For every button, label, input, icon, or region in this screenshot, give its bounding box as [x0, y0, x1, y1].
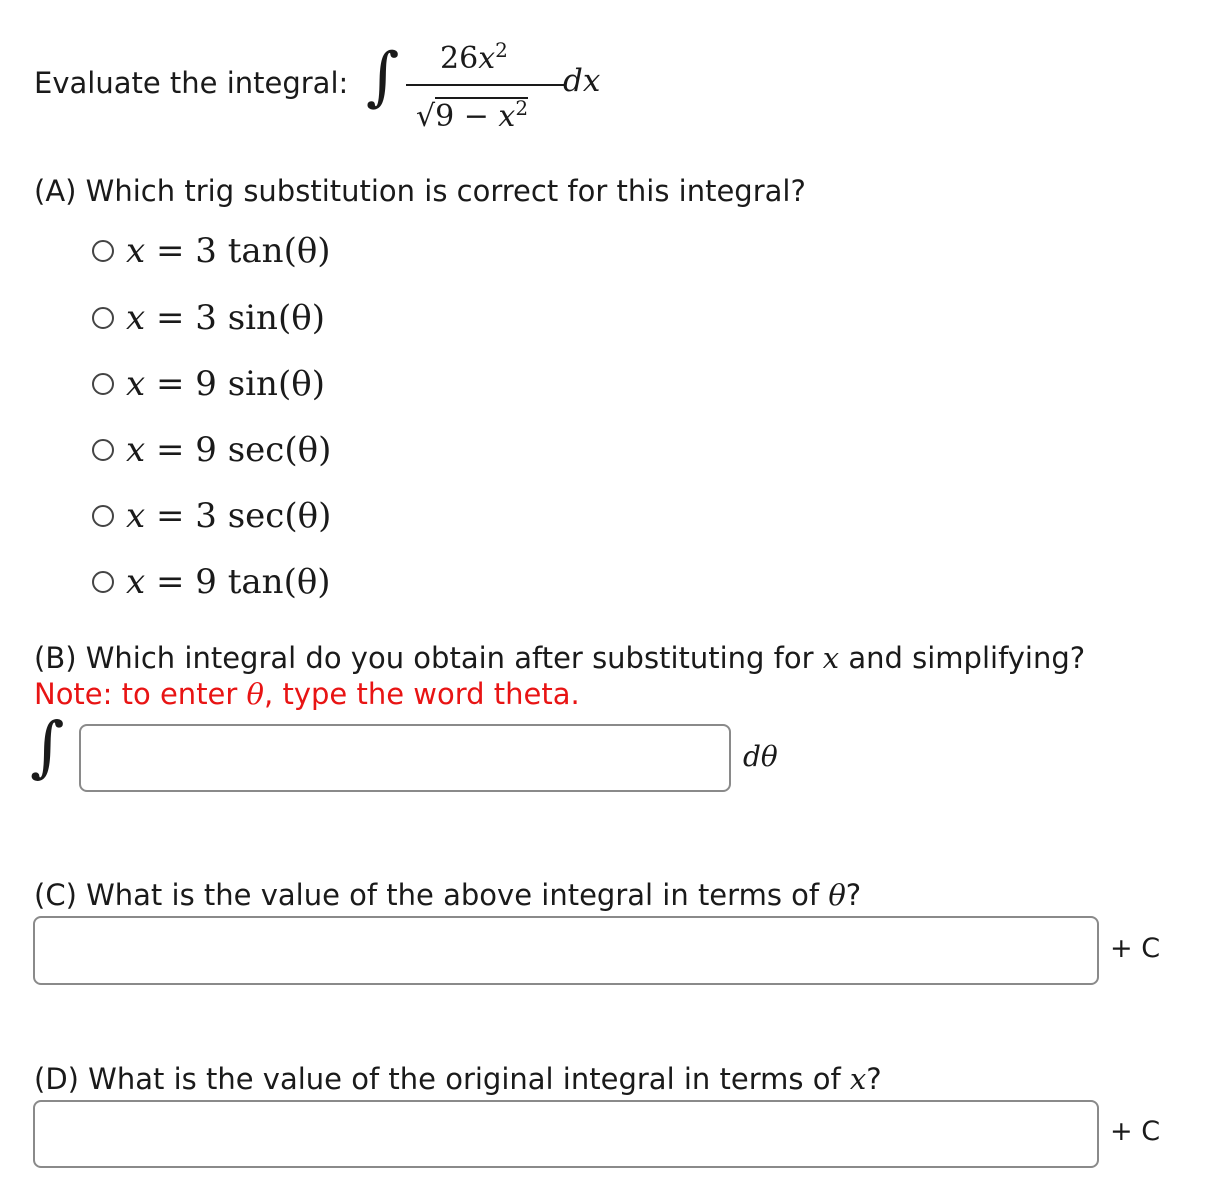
option-2[interactable] — [92, 295, 325, 341]
denominator-variable: x — [498, 99, 516, 134]
integrand-numerator — [440, 38, 508, 76]
option-4[interactable] — [92, 427, 331, 473]
option-1[interactable] — [92, 228, 331, 274]
option-5[interactable] — [92, 493, 331, 539]
integral-answer-field[interactable] — [79, 724, 731, 792]
plus-c-label: + C — [1110, 1116, 1161, 1147]
theta-answer-input[interactable] — [35, 918, 1097, 983]
option-label: x = 9 sec(θ) — [126, 430, 332, 470]
numerator-exponent: 2 — [495, 38, 508, 62]
x-answer-field[interactable] — [33, 1100, 1099, 1168]
theta-answer-field[interactable] — [33, 916, 1099, 985]
question-a: (A) Which trig substitution is correct for this integral? — [34, 174, 806, 208]
option-label: x = 3 sin(θ) — [126, 298, 325, 338]
radio-button[interactable] — [92, 240, 114, 262]
option-label: x = 9 sin(θ) — [126, 364, 325, 404]
radio-button[interactable] — [92, 439, 114, 461]
radio-button[interactable] — [92, 505, 114, 527]
denominator-exponent: 2 — [515, 96, 529, 120]
radio-button[interactable] — [92, 571, 114, 593]
radical-sign: √ — [416, 99, 436, 134]
prompt-label: Evaluate the integral: — [34, 66, 349, 100]
question-d: (D) What is the value of the original integral in terms of x? — [34, 1062, 882, 1096]
option-6[interactable] — [92, 559, 331, 605]
numerator-variable: x — [478, 41, 496, 76]
fraction-bar — [406, 84, 566, 86]
option-label: x = 3 sec(θ) — [126, 496, 332, 536]
denominator-expression: 9 − — [435, 99, 499, 134]
option-label: x = 3 tan(θ) — [126, 231, 331, 271]
variable-x: x — [849, 1062, 867, 1096]
question-c: (C) What is the value of the above integral in terms of θ? — [34, 878, 862, 912]
radio-button[interactable] — [92, 307, 114, 329]
variable-x: x — [822, 641, 840, 675]
dtheta-label: dθ — [743, 740, 778, 773]
plus-c-label: + C — [1110, 933, 1161, 964]
theta-symbol: θ — [246, 677, 265, 711]
theta-symbol: θ — [828, 878, 846, 912]
differential-dx: dx — [563, 63, 601, 99]
question-b: (B) Which integral do you obtain after substituting for x and simplifying? — [34, 641, 1086, 675]
numerator-coefficient: 26 — [440, 41, 479, 76]
theta-note: Note: to enter θ, type the word theta. — [34, 677, 580, 711]
integrand-denominator — [416, 96, 528, 134]
x-answer-input[interactable] — [35, 1102, 1097, 1166]
radio-button[interactable] — [92, 373, 114, 395]
integral-sign: ∫ — [366, 40, 400, 114]
option-label: x = 9 tan(θ) — [126, 562, 331, 602]
option-3[interactable] — [92, 361, 325, 407]
integral-input[interactable] — [81, 726, 729, 790]
integral-sign-b: ∫ — [30, 708, 65, 785]
